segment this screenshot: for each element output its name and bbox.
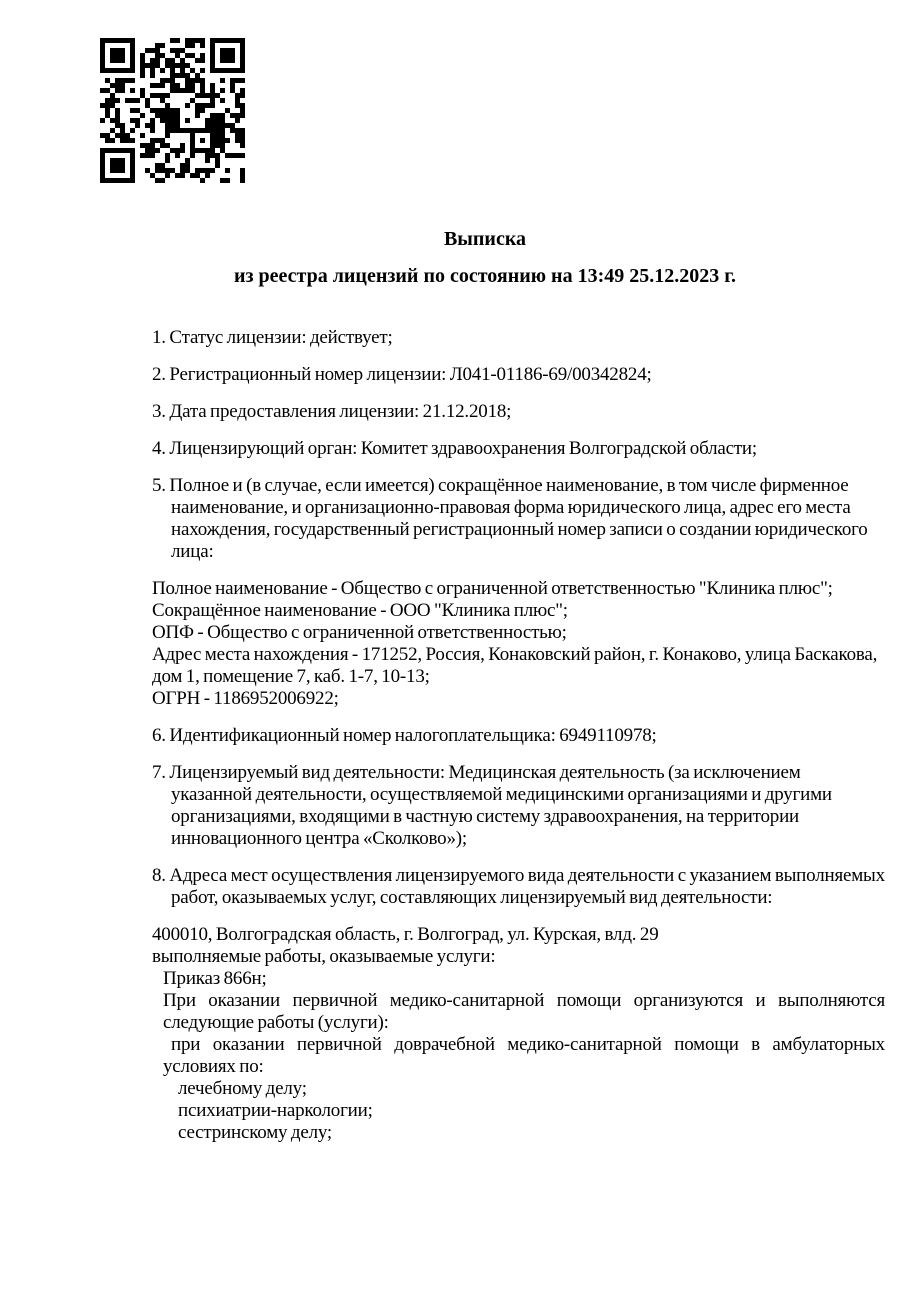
document-header — [152, 228, 818, 287]
item-text: Дата предоставления лицензии: 21.12.2018; — [169, 401, 512, 422]
item-text: Лицензируемый вид деятельности: Медицинская деятельность (за исключением указанной деятельности, осуществляемой медицинскими организациями и другими организациями, входящими в частную систему здравоохранения, на территории инновационного центра «Сколково»); — [169, 762, 832, 849]
qr-code-icon — [100, 38, 245, 183]
org-opf: ОПФ - Общество с ограниченной ответственностью; — [152, 622, 567, 643]
item-text: Адреса мест осуществления лицензируемого вида деятельности с указанием выполняемых работ, оказываемых услуг, составляющих лицензируемый вид деятельности: — [169, 865, 885, 908]
item-number: 8. — [152, 865, 166, 886]
item-number: 3. — [152, 401, 166, 422]
item-number: 2. — [152, 364, 166, 385]
document-body — [152, 327, 885, 1159]
item-text: Лицензирующий орган: Комитет здравоохранения Волгоградской области; — [169, 438, 757, 459]
organization-block — [152, 578, 885, 710]
item-number: 5. — [152, 475, 166, 496]
org-full-name: Полное наименование - Общество с ограниченной ответственностью "Клиника плюс"; — [152, 578, 833, 599]
item-inn — [152, 725, 885, 747]
activity-address-block — [152, 924, 885, 1144]
service-item: психиатрии-наркологии; — [178, 1100, 373, 1121]
item-registration-number — [152, 364, 885, 386]
org-ogrn: ОГРН - 1186952006922; — [152, 688, 339, 709]
document-subtitle: из реестра лицензий по состоянию на 13:49 25.12.2023 г. — [233, 265, 737, 287]
item-organization-details — [152, 475, 885, 563]
activity-address: 400010, Волгоградская область, г. Волгоград, ул. Курская, влд. 29 — [152, 924, 659, 945]
item-number: 6. — [152, 725, 166, 746]
item-activity-addresses — [152, 865, 885, 909]
pre-medical-line: при оказании первичной доврачебной медико-санитарной помощи в амбулаторных условиях по: — [163, 1034, 885, 1077]
works-heading: выполняемые работы, оказываемые услуги: — [152, 946, 496, 967]
item-license-status — [152, 327, 885, 349]
item-text: Идентификационный номер налогоплательщика: 6949110978; — [169, 725, 657, 746]
item-licensing-authority — [152, 438, 885, 460]
org-short-name: Сокращённое наименование - ООО "Клиника плюс"; — [152, 600, 568, 621]
item-text: Регистрационный номер лицензии: Л041-01186-69/00342824; — [169, 364, 652, 385]
service-item: лечебному делу; — [178, 1078, 307, 1099]
document-title: Выписка — [443, 228, 527, 250]
item-text: Полное и (в случае, если имеется) сокращённое наименование, в том числе фирменное наименование, и организационно-правовая форма юридического лица, адрес его места нахождения, государственный регистрационный номер записи о создании юридического лица: — [169, 475, 868, 562]
org-address: Адрес места нахождения - 171252, Россия, Конаковский район, г. Конаково, улица Баскакова, дом 1, помещение 7, каб. 1-7, 10-13; — [152, 644, 878, 687]
primary-care-line: При оказании первичной медико-санитарной помощи организуются и выполняются следующие работы (услуги): — [163, 990, 885, 1033]
item-licensed-activity — [152, 762, 885, 850]
service-item: сестринскому делу; — [178, 1122, 332, 1143]
item-number: 4. — [152, 438, 166, 459]
item-text: Статус лицензии: действует; — [169, 327, 393, 348]
item-grant-date — [152, 401, 885, 423]
order-line: Приказ 866н; — [163, 968, 267, 989]
item-number: 7. — [152, 762, 166, 783]
item-number: 1. — [152, 327, 166, 348]
